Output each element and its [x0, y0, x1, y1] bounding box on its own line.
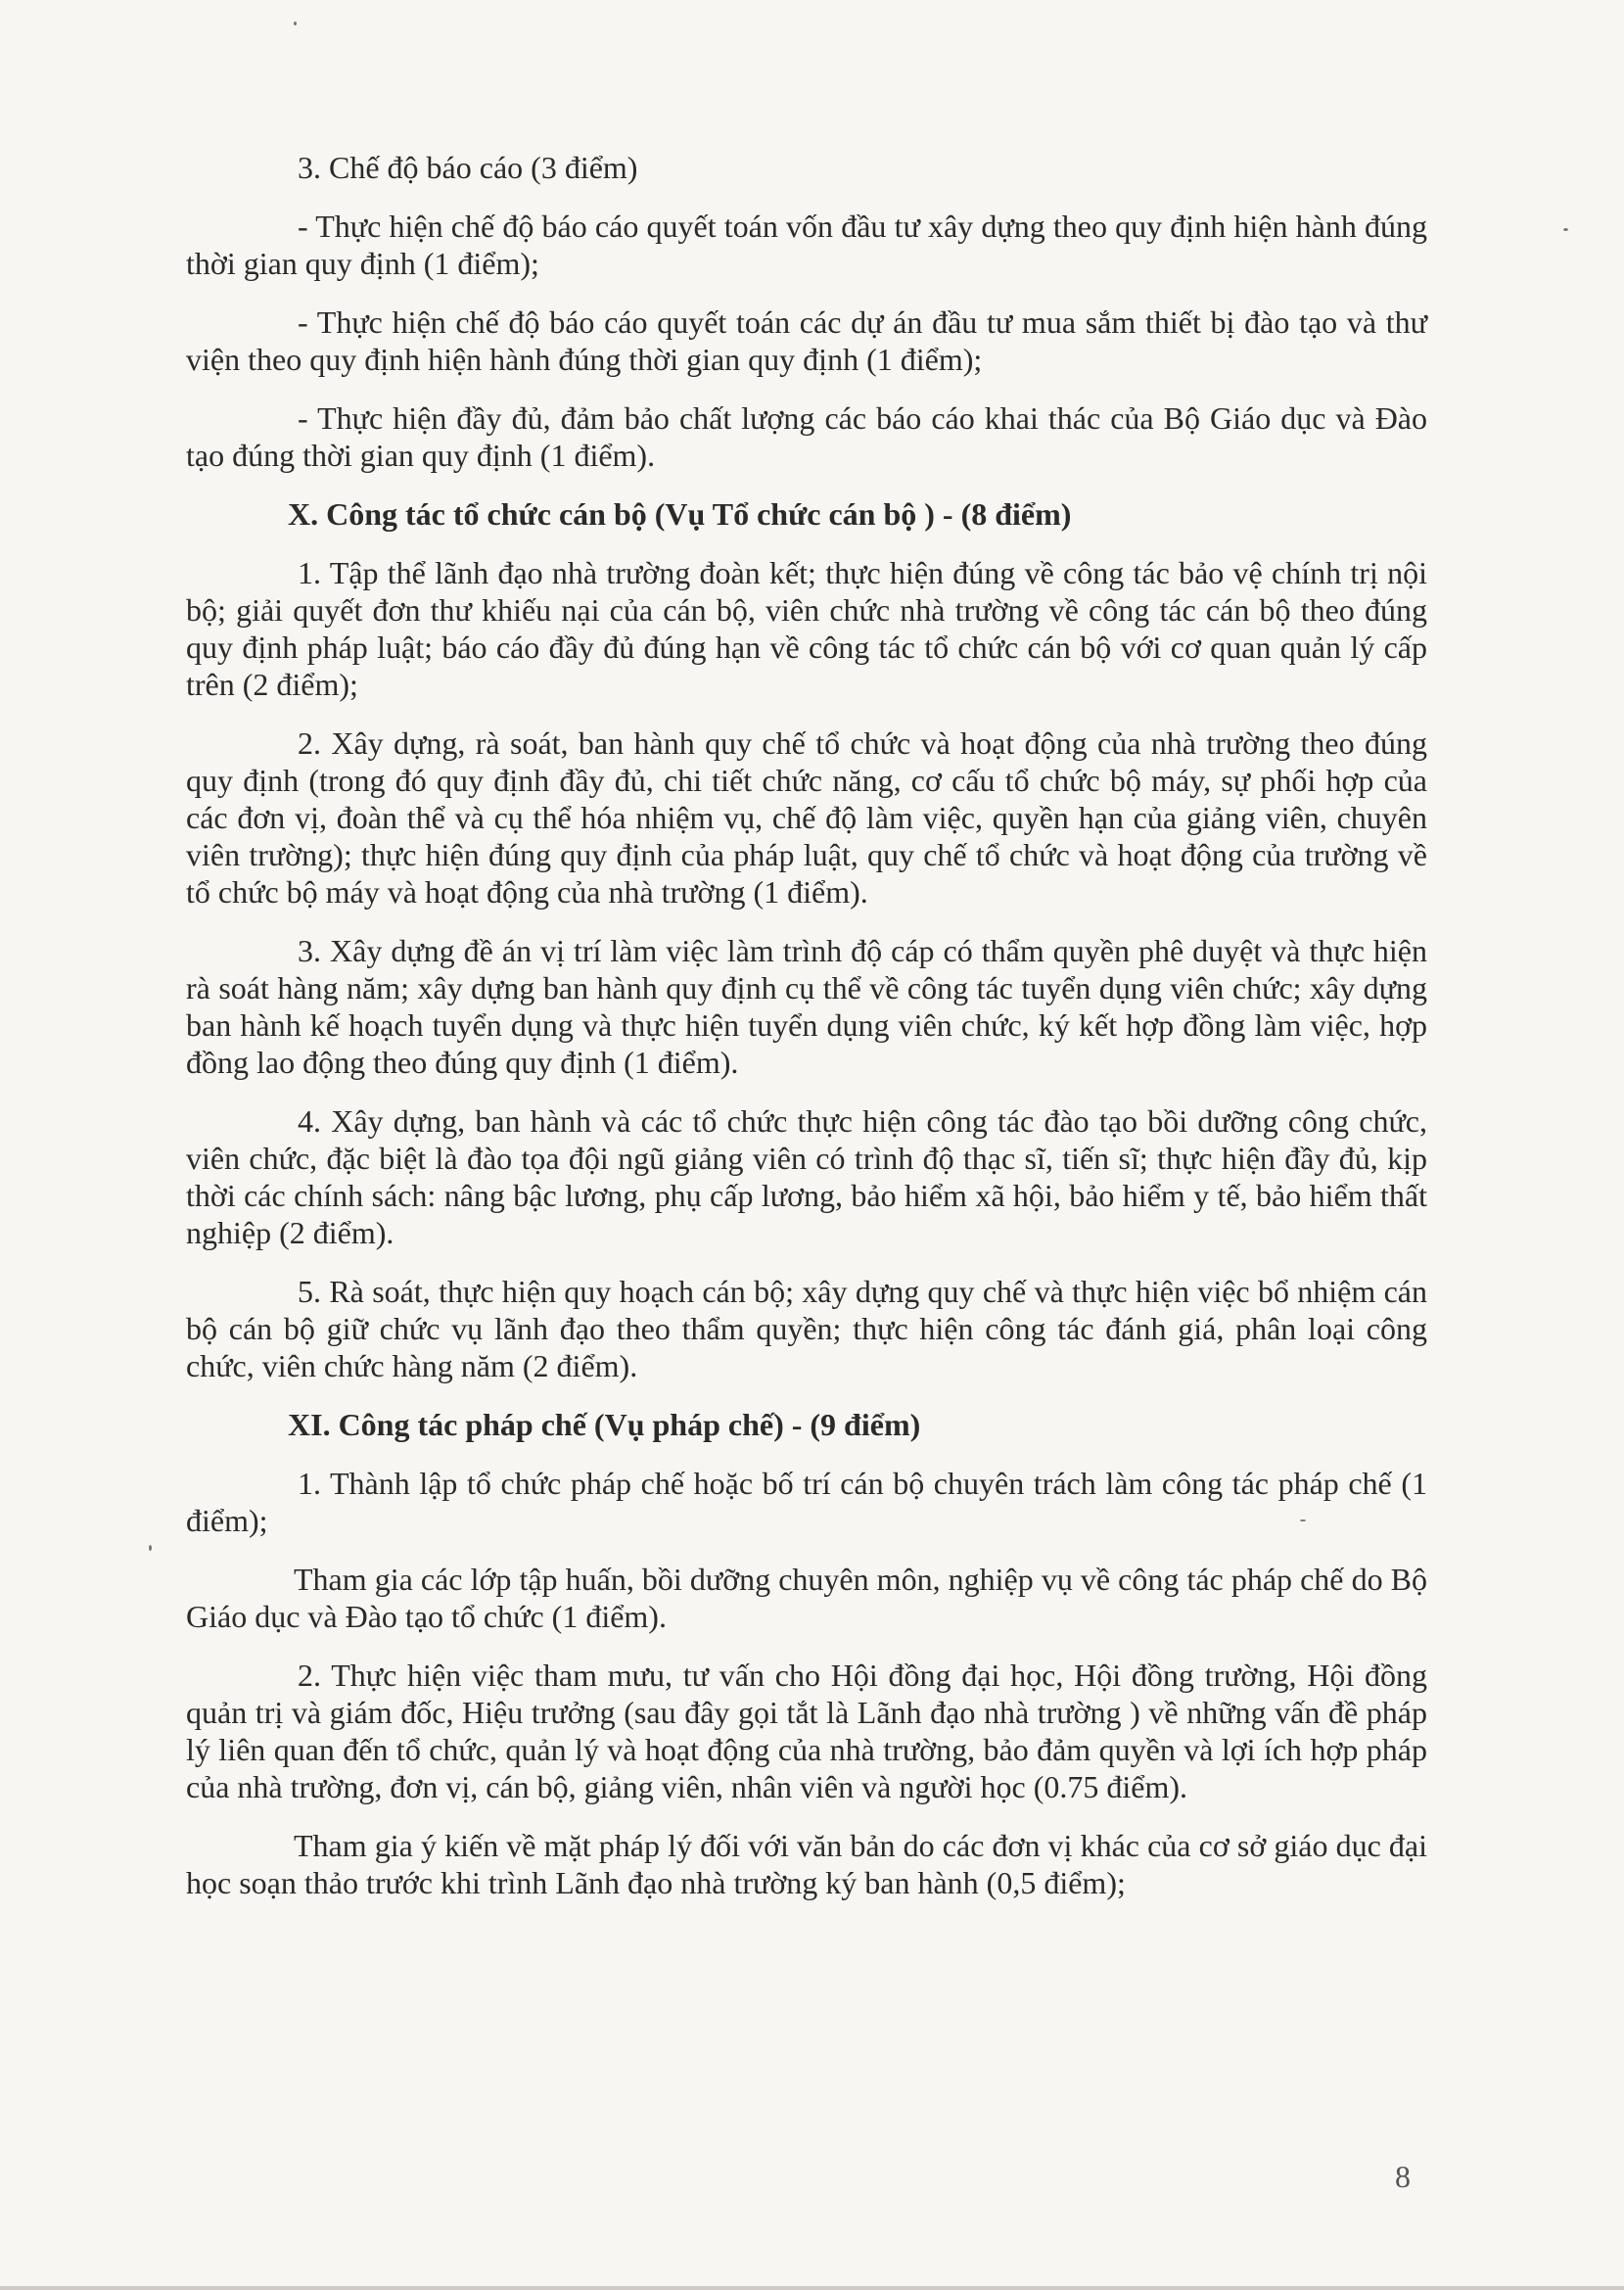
paragraph-ministry-reports: - Thực hiện đầy đủ, đảm bảo chất lượng các báo cáo khai thác của Bộ Giáo dục và Đào tạo đúng thời gian quy định (1 điểm). — [186, 400, 1427, 473]
page-number: 8 — [1395, 2159, 1411, 2194]
paragraph-personnel-5: 5. Rà soát, thực hiện quy hoạch cán bộ; xây dựng quy chế và thực hiện việc bổ nhiệm cán bộ cán bộ giữ chức vụ lãnh đạo theo thẩm quyền; thực hiện công tác đánh giá, phân loại công chức, viên chức hàng năm (2 điểm). — [186, 1274, 1427, 1383]
paragraph-legal-1: 1. Thành lập tổ chức pháp chế hoặc bố trí cán bộ chuyên trách làm công tác pháp chế (1 điểm); — [186, 1466, 1427, 1538]
paragraph-capital-settlement: - Thực hiện chế độ báo cáo quyết toán vốn đầu tư xây dựng theo quy định hiện hành đúng thời gian quy định (1 điểm); — [186, 209, 1427, 281]
paragraph-reporting-regime: 3. Chế độ báo cáo (3 điểm) — [298, 150, 638, 185]
paragraph-equipment-settlement: - Thực hiện chế độ báo cáo quyết toán các dự án đầu tư mua sắm thiết bị đào tạo và thư viện theo quy định hiện hành đúng thời gian quy định (1 điểm); — [186, 304, 1427, 377]
scan-speck — [294, 22, 297, 25]
paragraph-legal-training: Tham gia các lớp tập huấn, bồi dưỡng chuyên môn, nghiệp vụ về công tác pháp chế do Bộ Giáo dục và Đào tạo tổ chức (1 điểm). — [186, 1562, 1427, 1634]
scan-speck — [1300, 1519, 1306, 1521]
paragraph-legal-2: 2. Thực hiện việc tham mưu, tư vấn cho Hội đồng đại học, Hội đồng trường, Hội đồng quản trị và giám đốc, Hiệu trưởng (sau đây gọi tắt là Lãnh đạo nhà trường ) về những vấn đề pháp lý liên quan đến tổ chức, quản lý và hoạt động của nhà trường, bảo đảm quyền và lợi ích hợp pháp của nhà trường, đơn vị, cán bộ, giảng viên, nhân viên và người học (0.75 điểm). — [186, 1658, 1427, 1804]
paragraph-legal-review: Tham gia ý kiến về mặt pháp lý đối với văn bản do các đơn vị khác của cơ sở giáo dục đại học soạn thảo trước khi trình Lãnh đạo nhà trường ký ban hành (0,5 điểm); — [186, 1828, 1427, 1900]
scan-speck — [1563, 228, 1568, 231]
section-heading-legal: XI. Công tác pháp chế (Vụ pháp chế) - (9 điểm) — [288, 1407, 921, 1442]
paragraph-personnel-3: 3. Xây dựng đề án vị trí làm việc làm trình độ cáp có thẩm quyền phê duyệt và thực hiện rà soát hàng năm; xây dựng ban hành quy định cụ thể về công tác tuyển dụng viên chức; xây dựng ban hành kế hoạch tuyển dụng và thực hiện tuyển dụng viên chức, ký kết hợp đồng làm việc, hợp đồng lao động theo đúng quy định (1 điểm). — [186, 933, 1427, 1080]
paragraph-personnel-2: 2. Xây dựng, rà soát, ban hành quy chế tổ chức và hoạt động của nhà trường theo đúng quy định (trong đó quy định đầy đủ, chi tiết chức năng, cơ cấu tổ chức bộ máy, sự phối hợp của các đơn vị, đoàn thể và cụ thể hóa nhiệm vụ, chế độ làm việc, quyền hạn của giảng viên, chuyên viên trường); thực hiện đúng quy định của pháp luật, quy chế tổ chức và hoạt động của trường về tổ chức bộ máy và hoạt động của nhà trường (1 điểm). — [186, 725, 1427, 910]
scan-edge — [0, 2286, 1624, 2290]
document-body — [186, 149, 1427, 1923]
paragraph-personnel-1: 1. Tập thể lãnh đạo nhà trường đoàn kết; thực hiện đúng về công tác bảo vệ chính trị nội bộ; giải quyết đơn thư khiếu nại của cán bộ, viên chức nhà trường về công tác cán bộ theo đúng quy định pháp luật; báo cáo đầy đủ đúng hạn về công tác tổ chức cán bộ với cơ quan quản lý cấp trên (2 điểm); — [186, 555, 1427, 702]
paragraph-personnel-4: 4. Xây dựng, ban hành và các tổ chức thực hiện công tác đào tạo bồi dưỡng công chức, viên chức, đặc biệt là đào tọa đội ngũ giảng viên có trình độ thạc sĩ, tiến sĩ; thực hiện đầy đủ, kịp thời các chính sách: nâng bậc lương, phụ cấp lương, bảo hiểm xã hội, bảo hiểm y tế, bảo hiểm thất nghiệp (2 điểm). — [186, 1103, 1427, 1250]
section-heading-personnel: X. Công tác tổ chức cán bộ (Vụ Tổ chức cán bộ ) - (8 điểm) — [288, 496, 1072, 532]
scan-speck — [149, 1545, 152, 1551]
